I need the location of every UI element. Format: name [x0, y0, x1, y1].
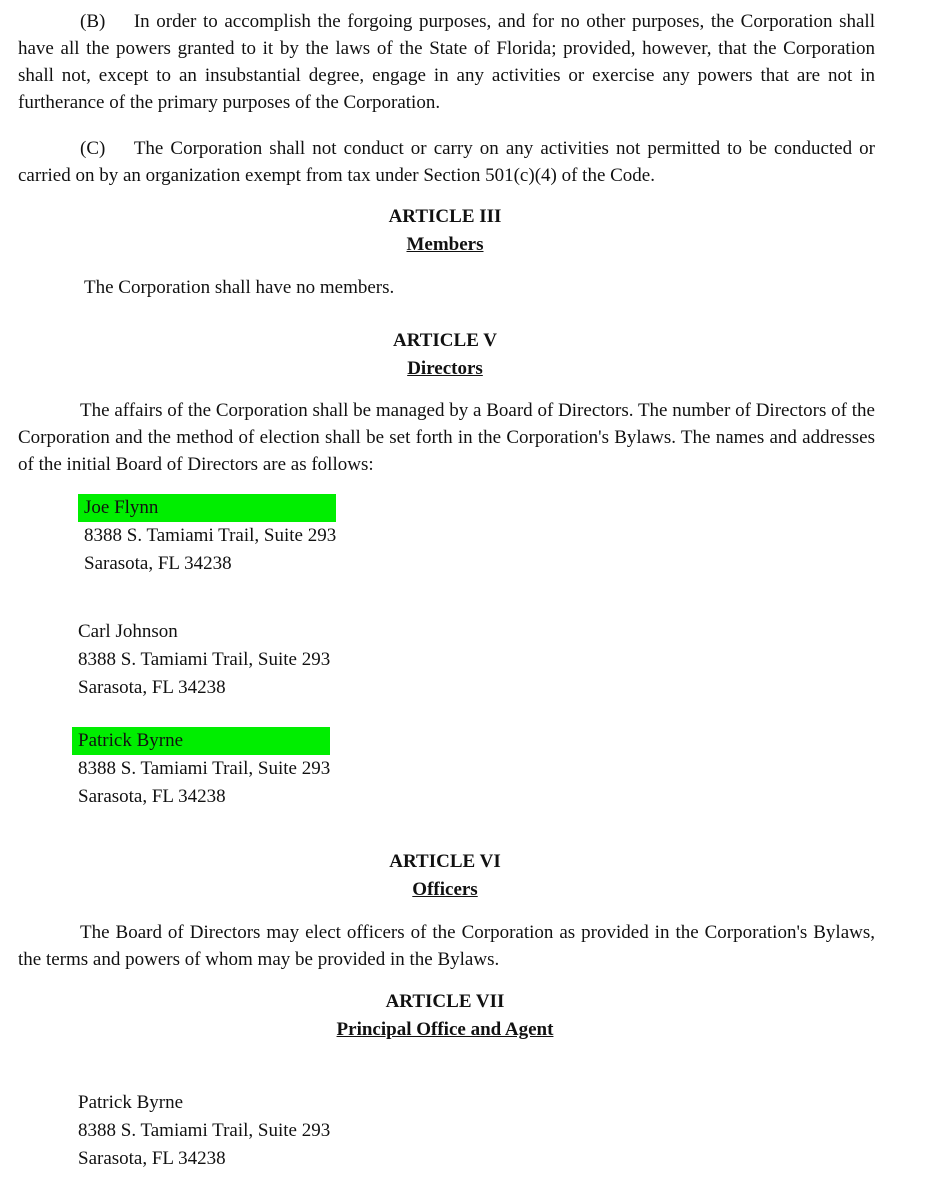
director-city: Sarasota, FL 34238 — [84, 553, 232, 574]
agent-name: Patrick Byrne — [78, 1092, 184, 1113]
article-vi-subtitle: Officers — [412, 879, 478, 900]
director-street: 8388 S. Tamiami Trail, Suite 293 — [78, 758, 331, 779]
director-street: 8388 S. Tamiami Trail, Suite 293 — [78, 649, 331, 670]
article-iii-title: ARTICLE III — [388, 206, 502, 227]
director-city: Sarasota, FL 34238 — [78, 677, 226, 698]
director-name-highlighted: Patrick Byrne — [72, 727, 330, 755]
agent-street: 8388 S. Tamiami Trail, Suite 293 — [78, 1120, 331, 1141]
director-entry — [78, 727, 330, 811]
article-v-text: The affairs of the Corporation shall be managed by a Board of Directors. The number of Directors of the Corporation and the method of election shall be set forth in the Corporation's Bylaws. The names and addresses of the initial Board of Directors are as follows: — [18, 400, 875, 475]
paragraph-c: (C) The Corporation shall not conduct or carry on any activities not permitted to be conducted or carried on by an organization exempt from tax under Section 501(c)(4) of the Code. — [18, 138, 875, 186]
agent-city: Sarasota, FL 34238 — [78, 1148, 226, 1169]
article-vii-title: ARTICLE VII — [385, 991, 505, 1012]
director-street: 8388 S. Tamiami Trail, Suite 293 — [84, 525, 337, 546]
article-vii-heading — [0, 988, 890, 1044]
paragraph-b: (B) In order to accomplish the forgoing purposes, and for no other purposes, the Corporation shall have all the powers granted to it by the laws of the State of Florida; provided, however, that the Corporation shall not, except to an insubstantial degree, engage in any activities or exercise any powers that are not in furtherance of the primary purposes of the Corporation. — [18, 11, 875, 113]
article-iii-heading — [0, 203, 890, 259]
article-iii-subtitle: Members — [406, 234, 484, 255]
director-name: Carl Johnson — [78, 621, 178, 642]
director-city: Sarasota, FL 34238 — [78, 786, 226, 807]
article-iii-text: The Corporation shall have no members. — [84, 277, 395, 298]
article-vi-heading — [0, 848, 890, 904]
article-vi-text: The Board of Directors may elect officers of the Corporation as provided in the Corporation's Bylaws, the terms and powers of whom may be provided in the Bylaws. — [18, 922, 875, 970]
article-v-title: ARTICLE V — [392, 330, 498, 351]
director-name-highlighted: Joe Flynn — [78, 494, 336, 522]
article-vii-subtitle: Principal Office and Agent — [336, 1019, 554, 1040]
article-v-heading — [0, 327, 890, 383]
article-v-subtitle: Directors — [407, 358, 483, 379]
article-vi-title: ARTICLE VI — [389, 851, 501, 872]
agent-entry — [78, 1089, 330, 1173]
director-entry — [84, 494, 336, 578]
director-entry — [78, 618, 330, 702]
